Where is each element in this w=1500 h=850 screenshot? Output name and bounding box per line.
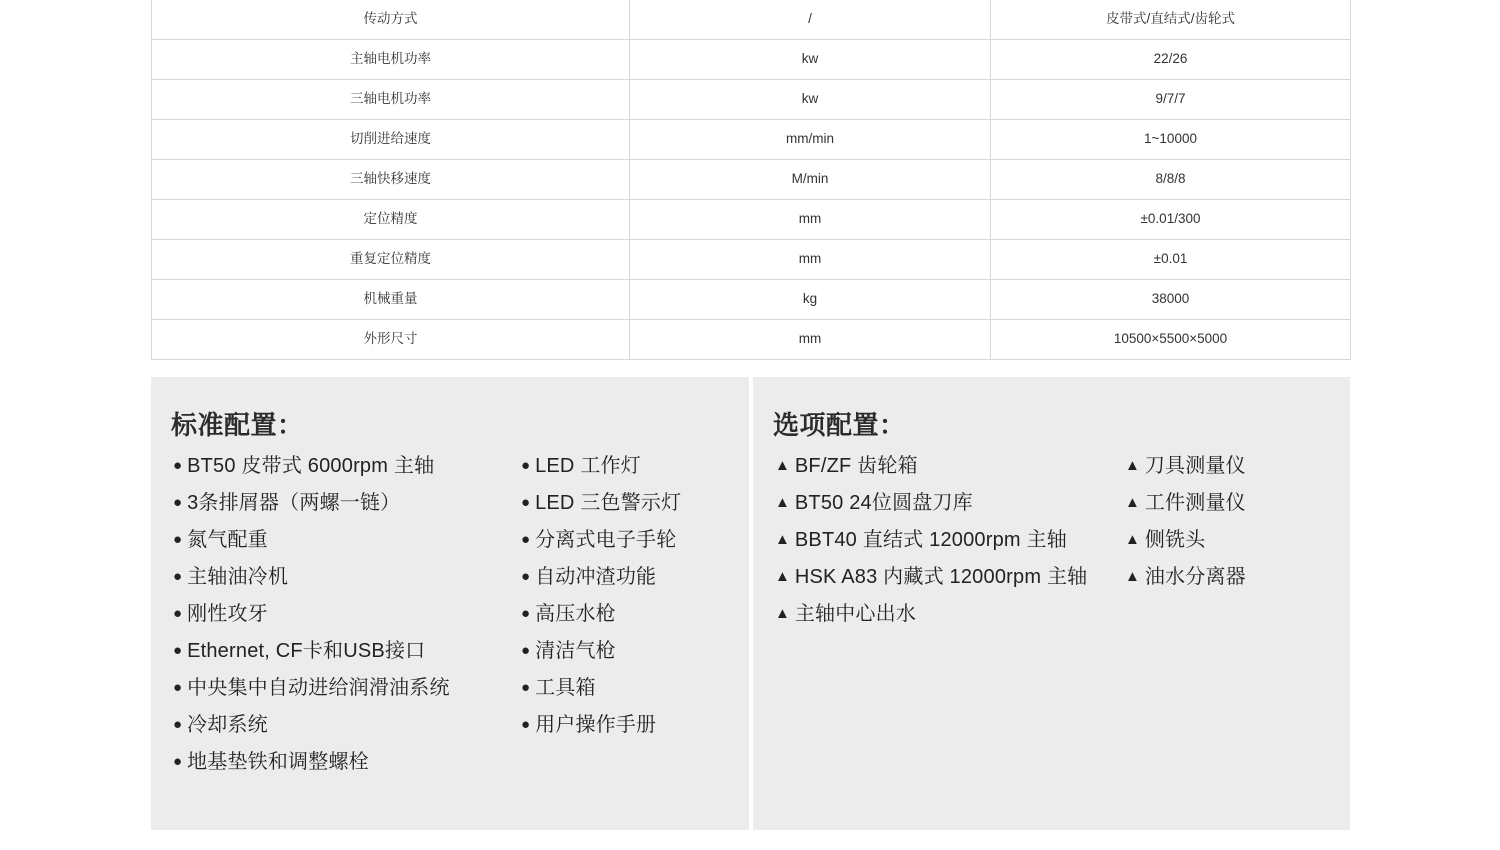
list-item — [521, 633, 727, 670]
list-item — [173, 633, 521, 670]
table-row — [152, 240, 1351, 280]
table-row — [152, 200, 1351, 240]
spec-value-cell: 8/8/8 — [991, 160, 1351, 200]
list-item-label: 油水分离器 — [1144, 566, 1246, 588]
spec-value-cell: ±0.01/300 — [991, 200, 1351, 240]
spec-name-cell: 外形尺寸 — [152, 320, 630, 360]
list-item-label: 刚性攻牙 — [187, 603, 268, 625]
list-item — [173, 670, 521, 707]
spec-unit-cell: mm — [630, 320, 991, 360]
spec-name-cell: 切削进给速度 — [152, 120, 630, 160]
standard-config-columns — [151, 448, 749, 781]
list-item-label: LED 工作灯 — [535, 455, 641, 477]
list-item — [775, 485, 1125, 522]
triangle-bullet-icon: ▲ — [775, 568, 790, 585]
list-item-label: 地基垫铁和调整螺栓 — [187, 751, 369, 773]
table-row — [152, 280, 1351, 320]
list-item — [521, 448, 727, 485]
option-config-column-a — [753, 448, 1125, 633]
list-item-label: Ethernet, CF卡和USB接口 — [187, 640, 426, 662]
list-item-label: 清洁气枪 — [535, 640, 616, 662]
spec-unit-cell: M/min — [630, 160, 991, 200]
standard-config-column-a — [151, 448, 521, 781]
list-item — [1125, 485, 1330, 522]
dot-bullet-icon: ● — [173, 531, 183, 548]
list-item — [775, 522, 1125, 559]
list-item — [521, 559, 727, 596]
triangle-bullet-icon: ▲ — [775, 494, 790, 511]
list-item — [1125, 522, 1330, 559]
spec-name-cell: 传动方式 — [152, 0, 630, 40]
list-item-label: 工具箱 — [535, 677, 596, 699]
spec-value-cell: 皮带式/直结式/齿轮式 — [991, 0, 1351, 40]
table-row — [152, 120, 1351, 160]
spec-name-cell: 主轴电机功率 — [152, 40, 630, 80]
table-row — [152, 40, 1351, 80]
triangle-bullet-icon: ▲ — [775, 457, 790, 474]
dot-bullet-icon: ● — [173, 494, 183, 511]
spec-unit-cell: kg — [630, 280, 991, 320]
spec-value-cell: 38000 — [991, 280, 1351, 320]
list-item-label: 3条排屑器（两螺一链） — [187, 492, 401, 514]
spec-name-cell: 机械重量 — [152, 280, 630, 320]
list-item-label: 高压水枪 — [535, 603, 616, 625]
spec-name-cell: 定位精度 — [152, 200, 630, 240]
spec-unit-cell: / — [630, 0, 991, 40]
spec-value-cell: 1~10000 — [991, 120, 1351, 160]
standard-config-column-b — [521, 448, 727, 781]
list-item-label: BT50 皮带式 6000rpm 主轴 — [187, 455, 435, 477]
list-item-label: 自动冲渣功能 — [535, 566, 657, 588]
spec-value-cell: ±0.01 — [991, 240, 1351, 280]
option-config-title: 选项配置： — [773, 410, 906, 440]
list-item-label: 用户操作手册 — [535, 714, 657, 736]
list-item — [1125, 559, 1330, 596]
spec-table-body — [152, 0, 1351, 360]
spec-unit-cell: kw — [630, 80, 991, 120]
triangle-bullet-icon: ▲ — [1125, 568, 1140, 585]
standard-config-title: 标准配置： — [171, 410, 304, 440]
list-item-label: BBT40 直结式 12000rpm 主轴 — [794, 529, 1067, 551]
spec-value-cell: 10500×5500×5000 — [991, 320, 1351, 360]
list-item — [173, 559, 521, 596]
spec-name-cell: 重复定位精度 — [152, 240, 630, 280]
list-item — [775, 559, 1125, 596]
spec-unit-cell: kw — [630, 40, 991, 80]
list-item-label: BT50 24位圆盘刀库 — [794, 492, 973, 514]
list-item — [521, 670, 727, 707]
dot-bullet-icon: ● — [173, 568, 183, 585]
list-item — [521, 522, 727, 559]
list-item — [173, 522, 521, 559]
spec-unit-cell: mm — [630, 240, 991, 280]
list-item — [521, 596, 727, 633]
list-item — [521, 707, 727, 744]
table-row — [152, 0, 1351, 40]
standard-configuration-panel — [151, 377, 749, 830]
option-config-columns — [753, 448, 1350, 633]
list-item-label: LED 三色警示灯 — [535, 492, 682, 514]
list-item-label: 侧铣头 — [1144, 529, 1206, 551]
list-item-label: BF/ZF 齿轮箱 — [794, 455, 918, 477]
list-item — [173, 707, 521, 744]
table-row — [152, 80, 1351, 120]
dot-bullet-icon: ● — [521, 716, 531, 733]
dot-bullet-icon: ● — [521, 679, 531, 696]
triangle-bullet-icon: ▲ — [1125, 494, 1140, 511]
list-item-label: 主轴中心出水 — [794, 603, 917, 625]
triangle-bullet-icon: ▲ — [775, 531, 790, 548]
list-item — [173, 485, 521, 522]
list-item — [173, 596, 521, 633]
triangle-bullet-icon: ▲ — [1125, 531, 1140, 548]
spec-name-cell: 三轴电机功率 — [152, 80, 630, 120]
dot-bullet-icon: ● — [521, 642, 531, 659]
list-item-label: 刀具测量仪 — [1144, 455, 1246, 477]
configuration-panels — [151, 377, 1350, 830]
spec-name-cell: 三轴快移速度 — [152, 160, 630, 200]
list-item — [1125, 448, 1330, 485]
dot-bullet-icon: ● — [173, 679, 183, 696]
list-item-label: 分离式电子手轮 — [535, 529, 677, 551]
dot-bullet-icon: ● — [173, 605, 183, 622]
list-item-label: 氮气配重 — [187, 529, 268, 551]
option-configuration-panel — [753, 377, 1350, 830]
dot-bullet-icon: ● — [521, 494, 531, 511]
dot-bullet-icon: ● — [173, 642, 183, 659]
dot-bullet-icon: ● — [521, 605, 531, 622]
list-item — [173, 744, 521, 781]
dot-bullet-icon: ● — [173, 716, 183, 733]
dot-bullet-icon: ● — [521, 568, 531, 585]
list-item-label: 工件测量仪 — [1144, 492, 1246, 514]
list-item-label: HSK A83 内藏式 12000rpm 主轴 — [794, 566, 1088, 588]
list-item — [775, 596, 1125, 633]
table-row — [152, 320, 1351, 360]
list-item-label: 中央集中自动进给润滑油系统 — [187, 677, 450, 699]
spec-value-cell: 9/7/7 — [991, 80, 1351, 120]
spec-unit-cell: mm/min — [630, 120, 991, 160]
dot-bullet-icon: ● — [521, 531, 531, 548]
specification-table — [151, 0, 1351, 360]
list-item-label: 冷却系统 — [187, 714, 268, 736]
triangle-bullet-icon: ▲ — [775, 605, 790, 622]
list-item — [521, 485, 727, 522]
triangle-bullet-icon: ▲ — [1125, 457, 1140, 474]
dot-bullet-icon: ● — [173, 457, 183, 474]
list-item-label: 主轴油冷机 — [187, 566, 289, 588]
table-row — [152, 160, 1351, 200]
dot-bullet-icon: ● — [173, 753, 183, 770]
dot-bullet-icon: ● — [521, 457, 531, 474]
list-item — [775, 448, 1125, 485]
spec-value-cell: 22/26 — [991, 40, 1351, 80]
list-item — [173, 448, 521, 485]
option-config-column-b — [1125, 448, 1330, 633]
spec-unit-cell: mm — [630, 200, 991, 240]
